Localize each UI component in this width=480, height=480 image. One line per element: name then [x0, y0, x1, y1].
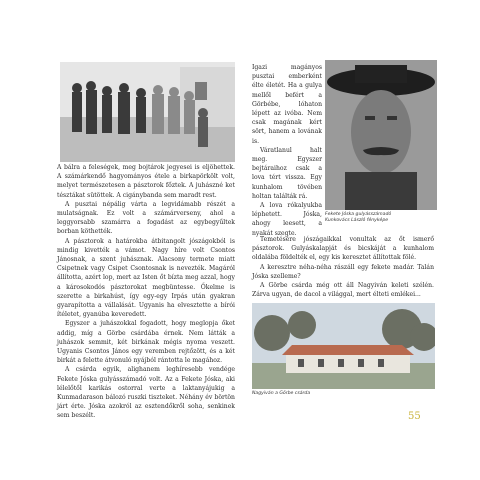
house-photo	[252, 303, 435, 389]
paragraph: Váratlanul halt meg. Egyszer bejtáraihoz csak a lova tért vissza. Egy kunhalom tövében holtan találták rá.	[252, 146, 322, 200]
house-caption: Nagyiván a Görbe csárda	[252, 391, 311, 396]
group-photo	[60, 62, 235, 162]
portrait-caption: Fekete Jóska gulyásszámadó Kunkovács László fényképe	[325, 212, 392, 224]
paragraph: A bálra a feleségek, meg bojtárok jegyesei is eljöhettek. A számárkendő hagyományos étele a birkapörkölt volt, melyet természetesen a pásztorok főztek. A juhászné ket tésztákat sütöttek. A cigánybanda sem maradt rest.	[57, 164, 235, 199]
page-number: 55	[408, 411, 421, 422]
left-text-column	[57, 163, 235, 421]
paragraph: A lova rókalyukba léphetett. Jóska, ahogy leesett, a nyakát szegte.	[252, 202, 322, 237]
paragraph: A keresztre néha-néha rászáll egy fekete madár. Talán Jóska szelleme?	[252, 263, 434, 280]
portrait-photo	[325, 60, 437, 210]
paragraph: Temetésére jószágaikkal vonultak az őt ismerő pásztorok. Gulyáskalapját és bicskáját a kunhalom oldalába földelték el, egy kis keresztet állítottak fölé.	[252, 236, 434, 262]
paragraph: A pásztorok a határokba átbitangolt jószágokból is mindig kivették a vámot. Nagy híre volt Csontos Jánosnak, a szent juhásznak. Alacsony termete miatt Csipetnek vagy Csipet Csontosnak is nevezték. Magáról állította, azért lop, mert az Isten őt bízta meg azzal, hogy a károsokodós pásztorokat megbüntesse. Őkelme is szerette a birkahúst, így egy-egy Irpás után gyakran gyarapította a vállalását. Ugyanis ha elvesztette a bírói ítéletet, gyanúba keveredett.	[57, 237, 235, 319]
right-narrow-text-column	[252, 63, 322, 238]
paragraph: A csárda egyik, alighanem leghíresebb vendége Fekete Jóska gulyásszámadó volt. Az a Fekete Jóska, aki lélelőtől karikás ostorral verte a laktanyájukig a Kunmadarason bálozó ruszki tiszteket. Néhány év börtön járt érte. Jóska azokról az esztendőkről soha, senkinek sem beszélt.	[57, 366, 235, 420]
right-wide-text-column	[252, 235, 434, 299]
paragraph: A Görbe csárda még ott áll Nagyiván keleti szélén. Zárva ugyan, de dacol a világgal, mert élteti emlékei...	[252, 282, 434, 299]
paragraph: Egyszer a juhászokkal fogadott, hogy meglopja őket addig, míg a Görbe csárdába érnek. Nem látták a juhászok semmit, két birkának mégis nyoma veszett. Ugyanis Csontos János egy veremben rejtőzött, és a két birkát a felette átvonuló nyájból rántotta le magához.	[57, 320, 235, 365]
paragraph: A pusztai népálig várta a legvidámabb részét a mulatságnak. Ez volt a számárverseny, ahol a leggyorsabb szamárra a fogadást az egybegyűltek borban köthették.	[57, 200, 235, 236]
paragraph: Igazi magányos pusztai emberként élte életét. Ha a gulya mellől befért a Görbébe, lóhaton lépett az ivóba. Nem csak magának kért sört, hanem a lovának is.	[252, 64, 322, 145]
